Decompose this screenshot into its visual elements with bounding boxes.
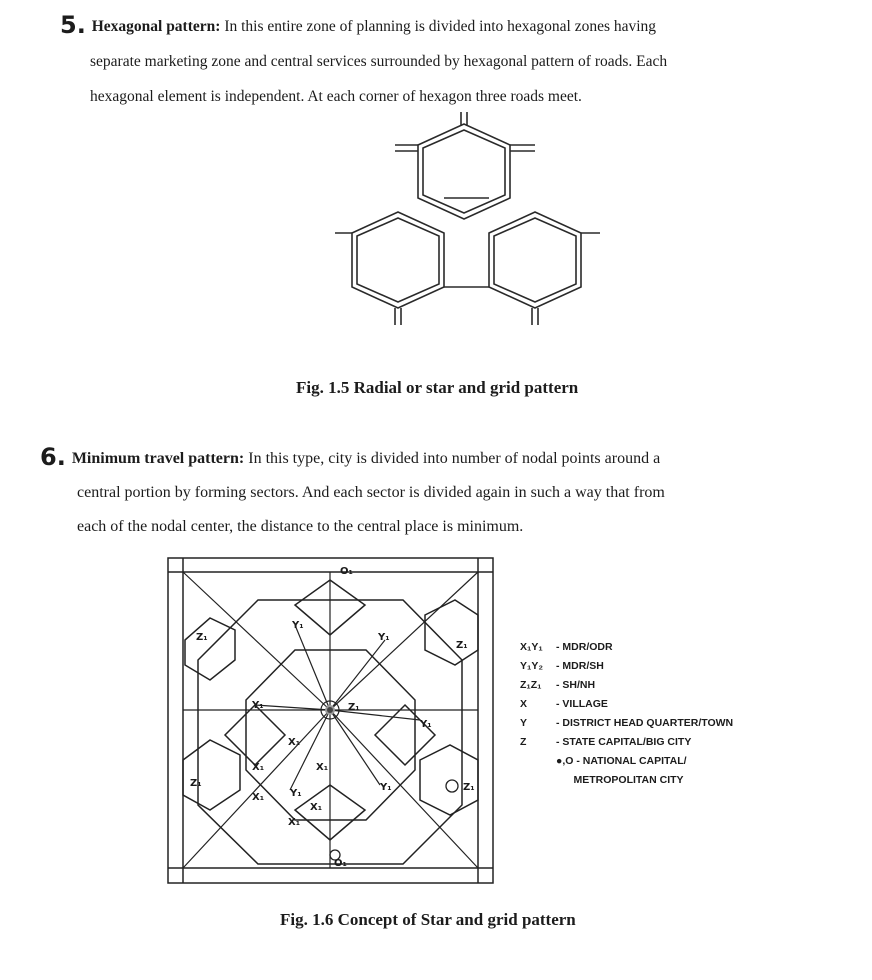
section-6-line-2: central portion by forming sectors. And each sector is divided again in such a way that from [77,484,665,501]
section-6-line-1: In this type, city is divided into number of nodal points around a [248,450,661,467]
outer-ring-road [198,600,462,864]
diagram-legend [520,638,800,790]
label-x-d: X₁ [316,762,329,773]
section-6-number: 6. [40,443,66,471]
section-5-heading: Hexagonal pattern: [91,18,221,35]
figure-1-5-caption: Fig. 1.5 Radial or star and grid pattern [296,378,579,397]
node-z-right [446,780,458,792]
label-x-b: X₁ [252,792,265,803]
legend-row: Y₁Y₂ - MDR/SH [520,660,604,672]
label-x-c: X₁ [288,737,301,748]
node-z-center [327,707,333,713]
figure-1-6-caption: Fig. 1.6 Concept of Star and grid pattern [280,910,576,929]
central-node [321,701,339,719]
section-5-line-3: hexagonal element is independent. At each corner of hexagon three roads meet. [90,88,582,105]
legend-row: X₁Y₁ - MDR/ODR [520,641,613,653]
label-o-top: O₁ [340,566,353,577]
label-y-left: Y₁ [252,700,264,711]
hexagon-bottom-right [489,212,581,308]
legend-row: Z₁Z₁ - SH/NH [520,679,596,691]
legend-row: Z - STATE CAPITAL/BIG CITY [520,736,692,748]
hexagon-top-right [425,600,478,665]
hexagon-top [418,124,510,219]
legend-row: Y - DISTRICT HEAD QUARTER/TOWN [520,717,734,729]
legend-row: X - VILLAGE [520,698,608,710]
label-o-bottom: O₁ [334,858,347,869]
section-5-number: 5. [60,11,86,39]
hexagon-top-left [185,618,235,680]
label-z-left: Z₁ [196,632,208,643]
hexagon-bottom-left [352,212,444,308]
section-5-line-1: In this entire zone of planning is divided into hexagonal zones having [224,18,657,35]
label-z-left-bottom: Z₁ [190,778,202,789]
label-y-bottom-left: Y₁ [290,788,302,799]
label-x-e: X₁ [310,802,323,813]
inner-ring-road [246,650,415,820]
label-y-top: Y₁ [292,620,304,631]
hexagon-bottom-left [183,740,240,810]
label-z-right-bottom: Z₁ [463,782,475,793]
section-6-line-3: each of the nodal center, the distance to the central place is minimum. [77,518,524,535]
label-z-right: Z₁ [456,640,468,651]
section-5-line-2: separate marketing zone and central services surrounded by hexagonal pattern of roads. Each [90,53,668,70]
label-y-bottom-right: Y₁ [380,782,392,793]
node-o-bottom [330,850,340,860]
legend-row: ●,O - NATIONAL CAPITAL/ METROPOLITAN CITY [556,755,687,786]
label-y-right-mid: Y₁ [420,719,432,730]
radial-roads [183,572,478,868]
hexagon-bottom-right [420,745,478,815]
label-x-a: X₁ [252,762,265,773]
diagram-frame [168,558,493,883]
section-6-heading: Minimum travel pattern: [71,450,245,467]
label-y-right-top: Y₁ [378,632,390,643]
section-5-paragraph [60,8,835,114]
label-x-f: X₁ [288,817,301,828]
label-z-center: Z₁ [348,702,360,713]
section-6-paragraph [40,440,845,544]
